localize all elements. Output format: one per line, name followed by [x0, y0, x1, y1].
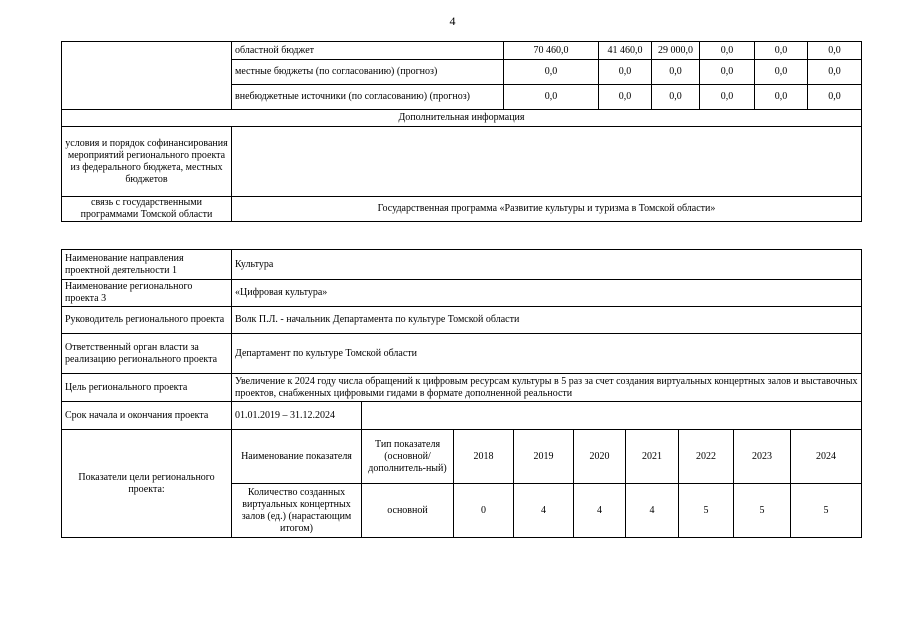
head-row: [62, 307, 862, 334]
finance-value: 0,0: [599, 60, 652, 85]
term-value: 01.01.2019 – 31.12.2024: [232, 402, 362, 430]
indicator-type: основной: [362, 484, 454, 538]
indicator-name: Количество созданных виртуальных концертных залов (ед.) (нарастающим итогом): [232, 484, 362, 538]
indicator-name-header: Наименование показателя: [232, 430, 362, 484]
finance-value: 0,0: [652, 60, 700, 85]
finance-row-label: областной бюджет: [232, 42, 504, 60]
finance-value: 0,0: [700, 85, 755, 110]
finance-empty-cell: [62, 42, 232, 110]
programs-row: [62, 197, 862, 222]
project-table: [61, 249, 862, 538]
programs-label: связь с государственными программами Томской области: [62, 197, 232, 222]
direction-value: Культура: [232, 250, 862, 280]
indicator-value: 4: [574, 484, 626, 538]
cofinancing-row: [62, 127, 862, 197]
year-header: 2021: [626, 430, 679, 484]
cofinancing-label: условия и порядок софинансирования мероприятий регионального проекта из федерального бюджета, местных бюджетов: [62, 127, 232, 197]
finance-value: 0,0: [504, 60, 599, 85]
programs-value: Государственная программа «Развитие культуры и туризма в Томской области»: [232, 197, 862, 222]
finance-value: 0,0: [808, 85, 862, 110]
goal-row: [62, 374, 862, 402]
head-label: Руководитель регионального проекта: [62, 307, 232, 334]
authority-row: [62, 334, 862, 374]
project-name-label: Наименование регионального проекта 3: [62, 280, 232, 307]
project-name-row: [62, 280, 862, 307]
project-name-value: «Цифровая культура»: [232, 280, 862, 307]
head-value: Волк П.Л. - начальник Департамента по культуре Томской области: [232, 307, 862, 334]
indicator-value: 5: [791, 484, 862, 538]
term-label: Срок начала и окончания проекта: [62, 402, 232, 430]
year-header: 2018: [454, 430, 514, 484]
year-header: 2020: [574, 430, 626, 484]
goal-value: Увеличение к 2024 году числа обращений к цифровым ресурсам культуры в 5 раз за счет создания виртуальных концертных залов и выставочных проектов, снабженных цифровыми гидами в формате дополненной реальности: [232, 374, 862, 402]
direction-row: [62, 250, 862, 280]
indicator-value: 0: [454, 484, 514, 538]
goal-label: Цель регионального проекта: [62, 374, 232, 402]
finance-value: 0,0: [700, 42, 755, 60]
indicator-value: 4: [514, 484, 574, 538]
cofinancing-value: [232, 127, 862, 197]
finance-row-label: местные бюджеты (по согласованию) (прогноз): [232, 60, 504, 85]
finance-value: 0,0: [808, 42, 862, 60]
year-header: 2022: [679, 430, 734, 484]
finance-value: 0,0: [755, 85, 808, 110]
authority-label: Ответственный орган власти за реализацию регионального проекта: [62, 334, 232, 374]
finance-value: 0,0: [700, 60, 755, 85]
term-row: [62, 402, 862, 430]
additional-info-row: [62, 110, 862, 127]
finance-table: [61, 41, 862, 222]
indicator-value: 4: [626, 484, 679, 538]
additional-info-header: Дополнительная информация: [62, 110, 862, 127]
indicator-type-header: Тип показателя (основной/ дополнитель-ный): [362, 430, 454, 484]
term-empty-cell: [362, 402, 862, 430]
page-number: 4: [449, 14, 456, 28]
year-header: 2024: [791, 430, 862, 484]
finance-value: 0,0: [755, 60, 808, 85]
finance-value: 0,0: [504, 85, 599, 110]
authority-value: Департамент по культуре Томской области: [232, 334, 862, 374]
indicator-value: 5: [679, 484, 734, 538]
direction-label: Наименование направления проектной деятельности 1: [62, 250, 232, 280]
indicators-label: Показатели цели регионального проекта:: [62, 430, 232, 538]
indicator-value: 5: [734, 484, 791, 538]
finance-value: 0,0: [599, 85, 652, 110]
finance-value: 0,0: [808, 60, 862, 85]
finance-value: 0,0: [652, 85, 700, 110]
indicators-header-row: [62, 430, 862, 484]
finance-row-label: внебюджетные источники (по согласованию) (прогноз): [232, 85, 504, 110]
finance-value: 0,0: [755, 42, 808, 60]
finance-value: 41 460,0: [599, 42, 652, 60]
finance-row-regional: [62, 42, 862, 60]
finance-value: 29 000,0: [652, 42, 700, 60]
year-header: 2019: [514, 430, 574, 484]
finance-value: 70 460,0: [504, 42, 599, 60]
year-header: 2023: [734, 430, 791, 484]
